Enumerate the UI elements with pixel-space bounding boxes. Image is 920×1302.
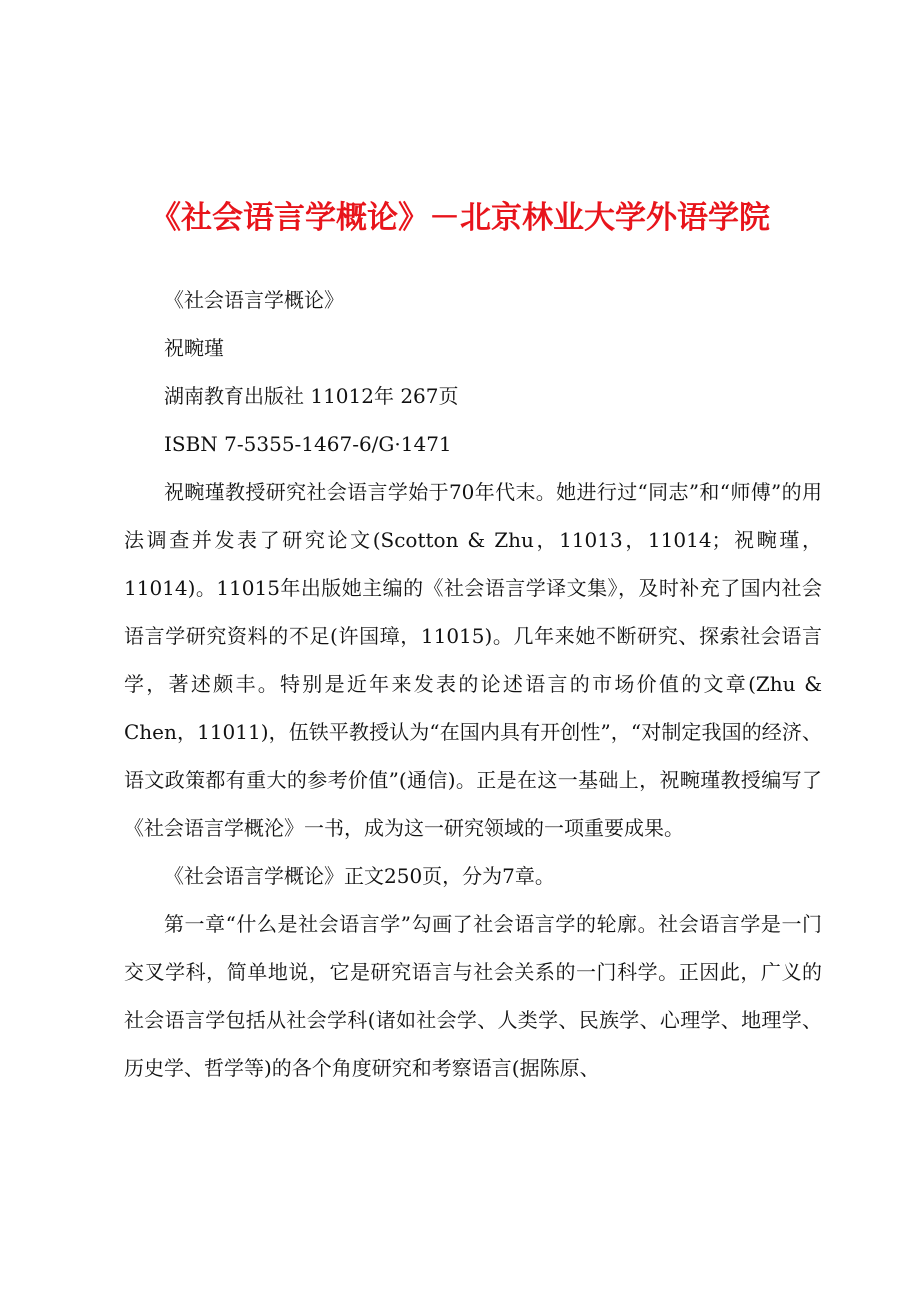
document-title: 《社会语言学概论》－北京林业大学外语学院 (150, 200, 770, 236)
paragraph-book-structure: 《社会语言学概论》正文250页，分为7章。 (164, 864, 555, 888)
paragraph-publisher: 湖南教育出版社 11012年 267页 (164, 384, 459, 408)
paragraph-isbn: ISBN 7-5355-1467-6/G·1471 (164, 432, 452, 456)
paragraph-chapter-one: 第一章“什么是社会语言学”勾画了社会语言学的轮廓。社会语言学是一门交叉学科，简单地说，它是研究语言与社会关系的一门科学。正因此，广义的社会语言学包括从社会学科(诸如社会学、人类学、民族学、心理学、地理学、历史学、哲学等)的各个角度研究和考察语言(据陈原、 (124, 912, 822, 1080)
paragraph-author-research: 祝畹瑾教授研究社会语言学始于70年代末。她进行过“同志”和“师傅”的用法调查并发表了研究论文(Scotton & Zhu，11013，11014；祝畹瑾，11014)。11015年出版她主编的《社会语言学译文集》，及时补充了国内社会语言学研究资料的不足(许国璋，11015)。几年来她不断研究、探索社会语言学，著述颇丰。特别是近年来发表的论述语言的市场价值的文章(Zhu & Chen，11011)，伍铁平教授认为“在国内具有开创性”，“对制定我国的经济、语文政策都有重大的参考价值”(通信)。正是在这一基础上，祝畹瑾教授编写了《社会语言学概沦》一书，成为这一研究领域的一项重要成果。 (124, 480, 822, 840)
paragraph-book-title: 《社会语言学概论》 (164, 288, 344, 312)
paragraph-author: 祝畹瑾 (164, 336, 224, 360)
document-body (124, 276, 822, 1092)
